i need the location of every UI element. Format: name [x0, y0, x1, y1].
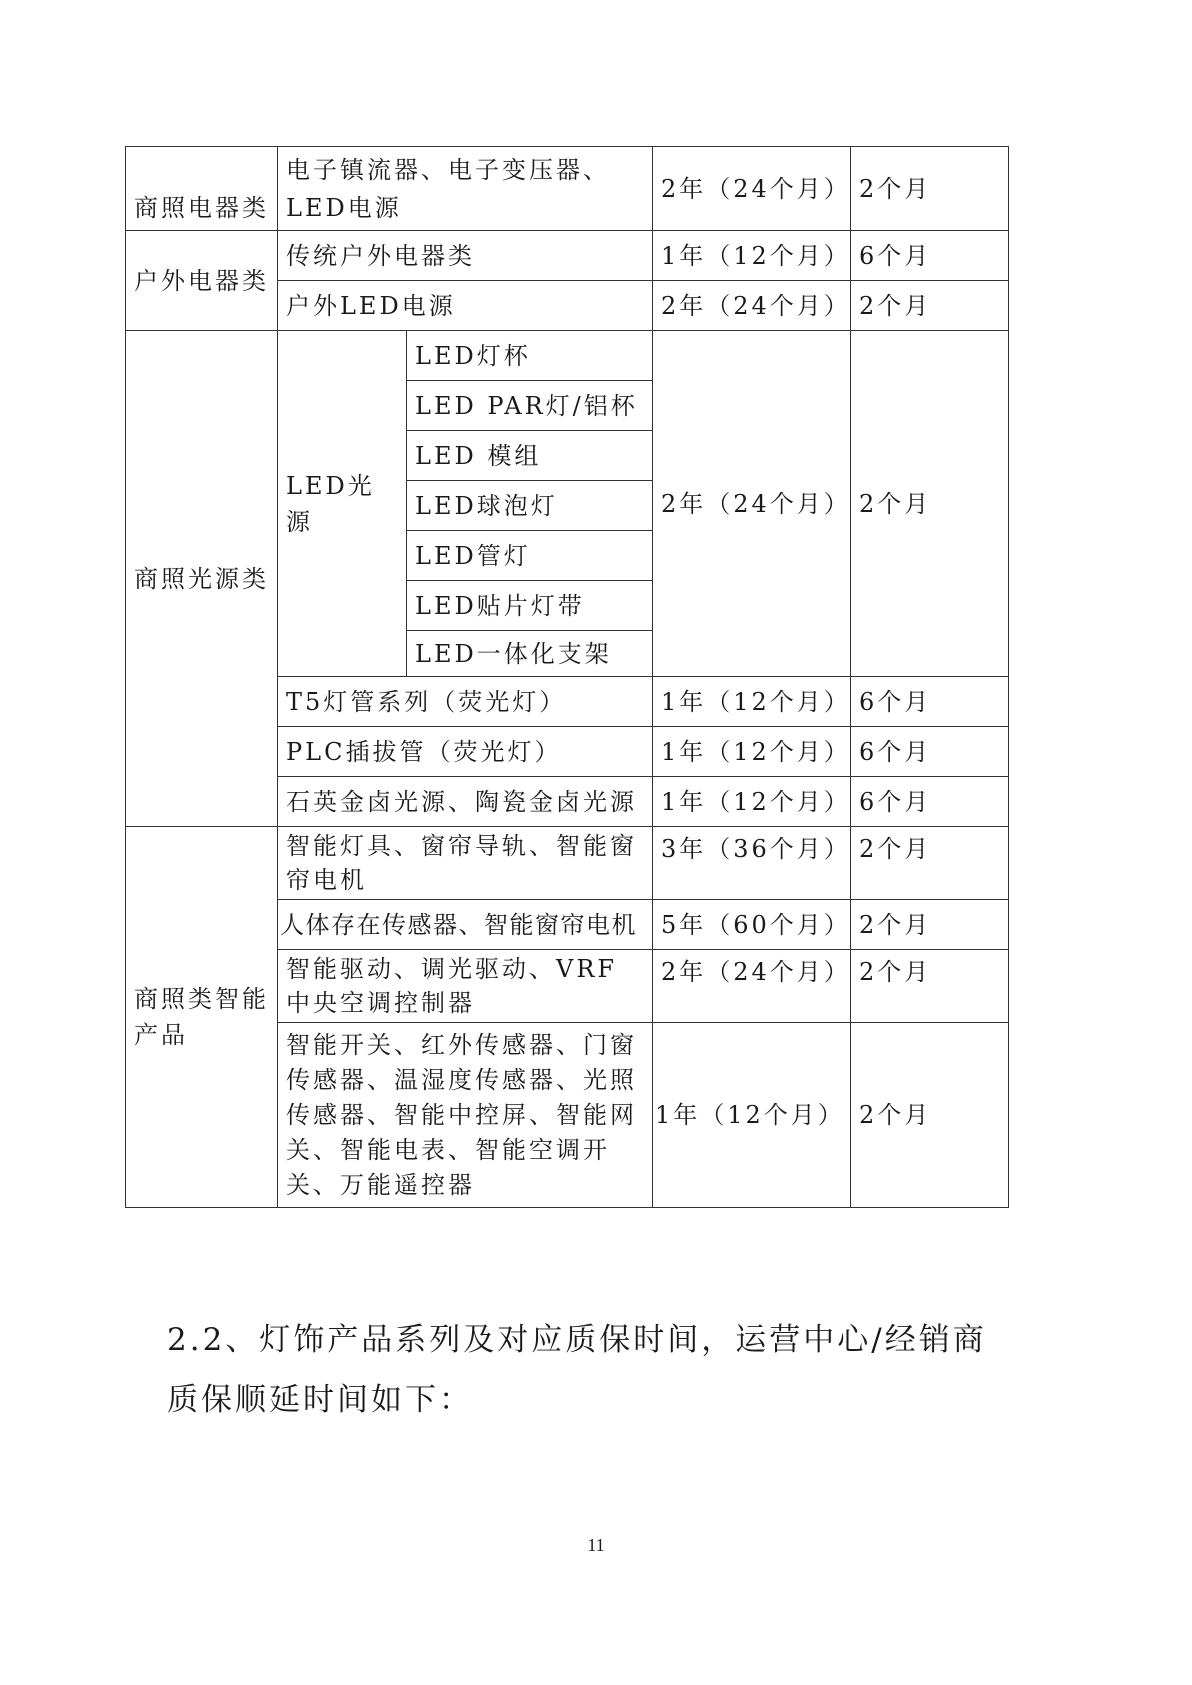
product-cell: T5灯管系列（荧光灯）	[278, 677, 653, 727]
extension-cell: 6个月	[851, 231, 1009, 281]
product-cell: LED 模组	[407, 431, 653, 481]
product-cell: 传统户外电器类	[278, 231, 653, 281]
warranty-cell: 3年（36个月）	[653, 827, 851, 900]
product-cell: LED球泡灯	[407, 481, 653, 531]
product-cell: LED灯杯	[407, 331, 653, 381]
extension-cell: 2个月	[851, 281, 1009, 331]
product-cell: 智能灯具、窗帘导轨、智能窗帘电机	[278, 827, 653, 900]
extension-cell: 2个月	[851, 147, 1009, 231]
warranty-cell: 1年（12个月）	[653, 231, 851, 281]
product-cell: LED贴片灯带	[407, 581, 653, 631]
warranty-table	[125, 146, 1009, 1208]
warranty-cell: 2年（24个月）	[653, 950, 851, 1023]
product-cell: 石英金卤光源、陶瓷金卤光源	[278, 777, 653, 827]
extension-cell: 6个月	[851, 777, 1009, 827]
category-cell: 商照电器类	[126, 147, 278, 231]
warranty-cell: 5年（60个月）	[653, 900, 851, 950]
product-cell: LED管灯	[407, 531, 653, 581]
product-cell: LED一体化支架	[407, 631, 653, 677]
product-cell: LED PAR灯/铝杯	[407, 381, 653, 431]
category-cell: 商照光源类	[126, 331, 278, 827]
page-number: 11	[587, 1535, 605, 1555]
product-cell: 户外LED电源	[278, 281, 653, 331]
extension-cell: 6个月	[851, 677, 1009, 727]
warranty-cell: 2年（24个月）	[653, 147, 851, 231]
extension-cell: 2个月	[851, 950, 1009, 1023]
product-cell: 智能驱动、调光驱动、VRF中央空调控制器	[278, 950, 653, 1023]
product-cell: 智能开关、红外传感器、门窗传感器、温湿度传感器、光照传感器、智能中控屏、智能网关、智能电表、智能空调开关、万能遥控器	[278, 1023, 653, 1208]
extension-cell: 2个月	[851, 900, 1009, 950]
extension-cell: 2个月	[851, 331, 1009, 677]
table-row	[126, 827, 1009, 900]
table-row	[126, 331, 1009, 381]
section-paragraph: 2.2、灯饰产品系列及对应质保时间，运营中心/经销商质保顺延时间如下：	[167, 1322, 987, 1418]
warranty-cell: 2年（24个月）	[653, 281, 851, 331]
table-row	[126, 147, 1009, 231]
warranty-cell: 2年（24个月）	[653, 331, 851, 677]
extension-cell: 2个月	[851, 1023, 1009, 1208]
extension-cell: 2个月	[851, 827, 1009, 900]
group-cell: LED光源	[278, 331, 407, 677]
warranty-cell: 1年（12个月）	[653, 1023, 851, 1208]
warranty-cell: 1年（12个月）	[653, 677, 851, 727]
product-cell: PLC插拔管（荧光灯）	[278, 727, 653, 777]
product-cell: 电子镇流器、电子变压器、LED电源	[278, 147, 653, 231]
warranty-cell: 1年（12个月）	[653, 727, 851, 777]
category-cell: 商照类智能产品	[126, 827, 278, 1208]
product-cell: 人体存在传感器、智能窗帘电机	[278, 900, 653, 950]
category-cell: 户外电器类	[126, 231, 278, 331]
warranty-cell: 1年（12个月）	[653, 777, 851, 827]
table-row	[126, 231, 1009, 281]
extension-cell: 6个月	[851, 727, 1009, 777]
